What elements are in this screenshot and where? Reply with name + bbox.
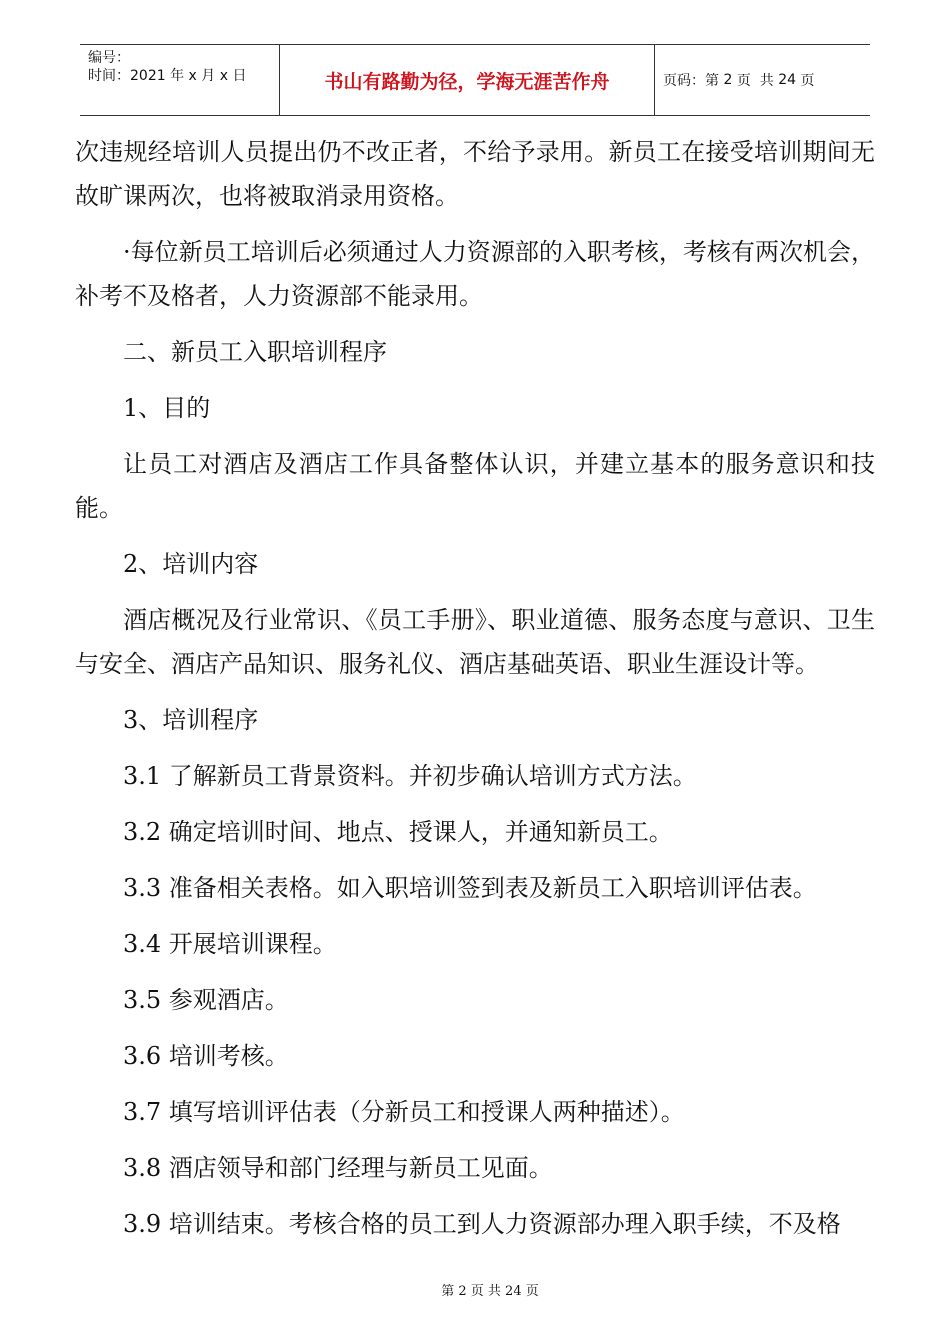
section-heading: 二、新员工入职培训程序 — [123, 338, 387, 366]
page-mid: 页 共 — [732, 73, 779, 89]
list-item: 3.4 开展培训课程。 — [123, 930, 337, 958]
header-motto: 书山有路勤为径，学海无涯苦作舟 — [280, 45, 655, 115]
page-suffix: 页 — [796, 73, 815, 89]
list-item: 3.1 了解新员工背景资料。并初步确认培训方式方法。 — [123, 762, 697, 790]
subsection-heading: 2、培训内容 — [123, 550, 259, 578]
paragraph: 让员工对酒店及酒店工作具备整体认识，并建立基本的服务意识和技能。 — [75, 450, 875, 522]
page-total: 24 — [778, 72, 797, 88]
page-header — [80, 44, 870, 116]
serial-label: 编号： — [88, 50, 130, 66]
paragraph: 酒店概况及行业常识、《员工手册》、职业道德、服务态度与意识、卫生与安全、酒店产品知识、服务礼仪、酒店基础英语、职业生涯设计等。 — [75, 606, 875, 678]
list-item: 3.7 填写培训评估表（分新员工和授课人两种描述）。 — [123, 1098, 685, 1126]
subsection-heading: 3、培训程序 — [123, 706, 259, 734]
list-item: 3.9 培训结束。考核合格的员工到人力资源部办理入职手续，不及格 — [123, 1210, 841, 1238]
list-item: 3.2 确定培训时间、地点、授课人，并通知新员工。 — [123, 818, 673, 846]
document-body — [75, 130, 875, 1258]
paragraph: ·每位新员工培训后必须通过人力资源部的入职考核，考核有两次机会，补考不及格者，人力资源部不能录用。 — [75, 238, 875, 310]
page-footer: 第 2 页 共 24 页 — [441, 1284, 539, 1299]
page-prefix: 页码：第 — [663, 73, 724, 89]
subsection-heading: 1、目的 — [123, 394, 211, 422]
time-label: 时间：2021 年 x 月 x 日 — [88, 68, 247, 84]
list-item: 3.5 参观酒店。 — [123, 986, 289, 1014]
page-current: 2 — [723, 72, 733, 88]
list-item: 3.6 培训考核。 — [123, 1042, 289, 1070]
header-meta — [80, 45, 280, 115]
list-item: 3.8 酒店领导和部门经理与新员工见面。 — [123, 1154, 553, 1182]
header-page-number — [655, 45, 870, 115]
list-item: 3.3 准备相关表格。如入职培训签到表及新员工入职培训评估表。 — [123, 874, 817, 902]
paragraph: 次违规经培训人员提出仍不改正者，不给予录用。新员工在接受培训期间无故旷课两次，也将被取消录用资格。 — [75, 138, 875, 210]
